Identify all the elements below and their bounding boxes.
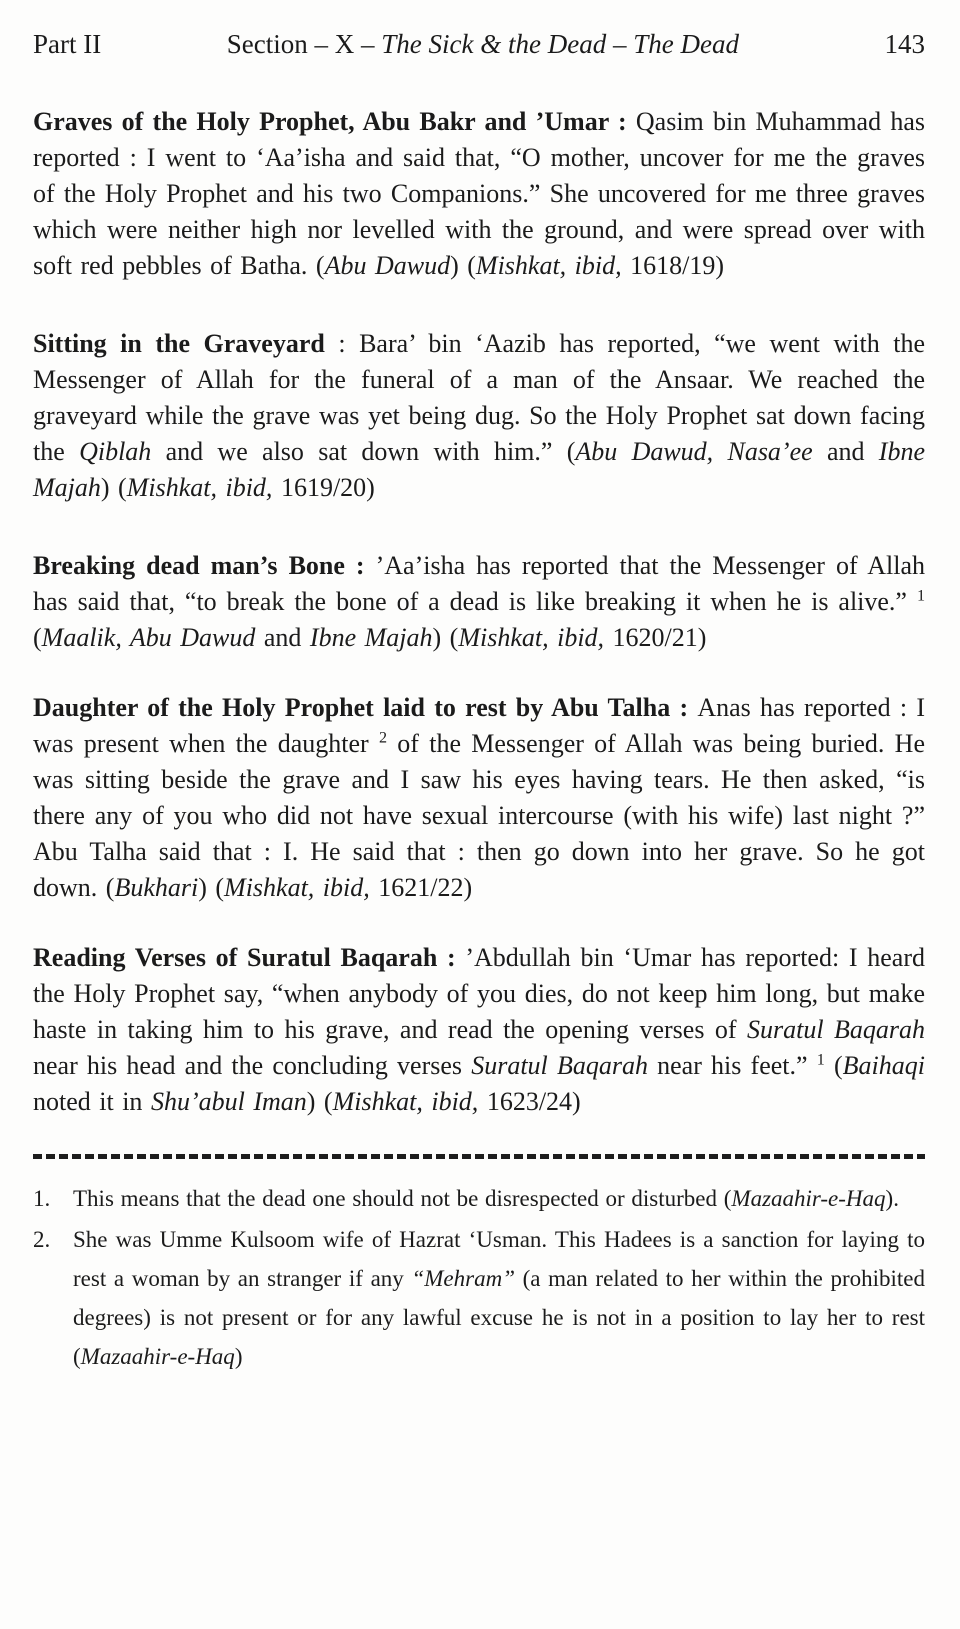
footnote-separator-rule (33, 1154, 925, 1159)
footnote-1 (33, 1179, 925, 1218)
running-header (33, 28, 925, 60)
page-body (33, 104, 925, 1376)
paragraph-graves-of-the-holy-prophet: Graves of the Holy Prophet, Abu Bakr and ’Umar : Qasim bin Muhammad has reported : I went to ‘Aa’isha and said that, “O mother, uncover for me the graves of the Holy Prophet and his two Companions.” She uncovered for me three graves which were neither high nor levelled with the ground, and were spread over with soft red pebbles of Batha. (Abu Dawud) (Mishkat, ibid, 1618/19) (33, 107, 925, 280)
footnote-2-text: She was Umme Kulsoom wife of Hazrat ‘Usman. This Hadees is a sanction for laying to rest a woman by an stranger if any “Mehram” (a man related to her within the prohibited degrees) is not present or for any lawful excuse he is not in a position to lay her to rest (Mazaahir-e-Haq) (73, 1227, 925, 1369)
page-number: 143 (884, 29, 925, 59)
header-section-roman: Section – X – (226, 29, 382, 59)
paragraph-daughter-laid-to-rest: Daughter of the Holy Prophet laid to rest by Abu Talha : Anas has reported : I was present when the daughter $^2$ of the Messenger of Allah was being buried. He was sitting beside the grave and I saw his eyes having tears. He then asked, “is there any of you who did not have sexual intercourse (with his wife) last night ?” Abu Talha said that : I. He said that : then go down into her grave. So he got down. (Bukhari) (Mishkat, ibid, 1621/22) (33, 693, 925, 902)
footnote-2 (33, 1220, 925, 1376)
header-section-title (227, 28, 759, 60)
paragraph-reading-verses: Reading Verses of Suratul Baqarah : ’Abdullah bin ‘Umar has reported: I heard the Holy Prophet say, “when anybody of you dies, do not keep him long, but make haste in taking him to his grave, and read the opening verses of Suratul Baqarah near his head and the concluding verses Suratul Baqarah near his feet.” $^1$ (Baihaqi noted it in Shu’abul Iman) (Mishkat, ibid, 1623/24) (33, 943, 925, 1116)
header-part-label: Part II (33, 29, 102, 59)
footnote-1-text: This means that the dead one should not be disrespected or disturbed (Mazaahir-e-Haq). (73, 1186, 899, 1211)
footnote-2-marker: 2. (33, 1227, 51, 1252)
footnotes-section (33, 1179, 925, 1376)
footnote-1-marker: 1. (33, 1186, 51, 1211)
header-section-italic: The Sick & the Dead – The Dead (381, 29, 739, 59)
paragraph-breaking-dead-mans-bone: Breaking dead man’s Bone : ’Aa’isha has reported that the Messenger of Allah has said that, “to break the bone of a dead is like breaking it when he is alive.” $^1$ (Maalik, Abu Dawud and Ibne Majah) (Mishkat, ibid, 1620/21) (33, 551, 925, 652)
paragraph-sitting-in-the-graveyard: Sitting in the Graveyard : Bara’ bin ‘Aazib has reported, “we went with the Messenger of Allah for the funeral of a man of the Ansaar. We reached the graveyard while the grave was yet being dug. So the Holy Prophet sat down facing the Qiblah and we also sat down with him.” (Abu Dawud, Nasa’ee and Ibne Majah) (Mishkat, ibid, 1619/20) (33, 329, 925, 502)
